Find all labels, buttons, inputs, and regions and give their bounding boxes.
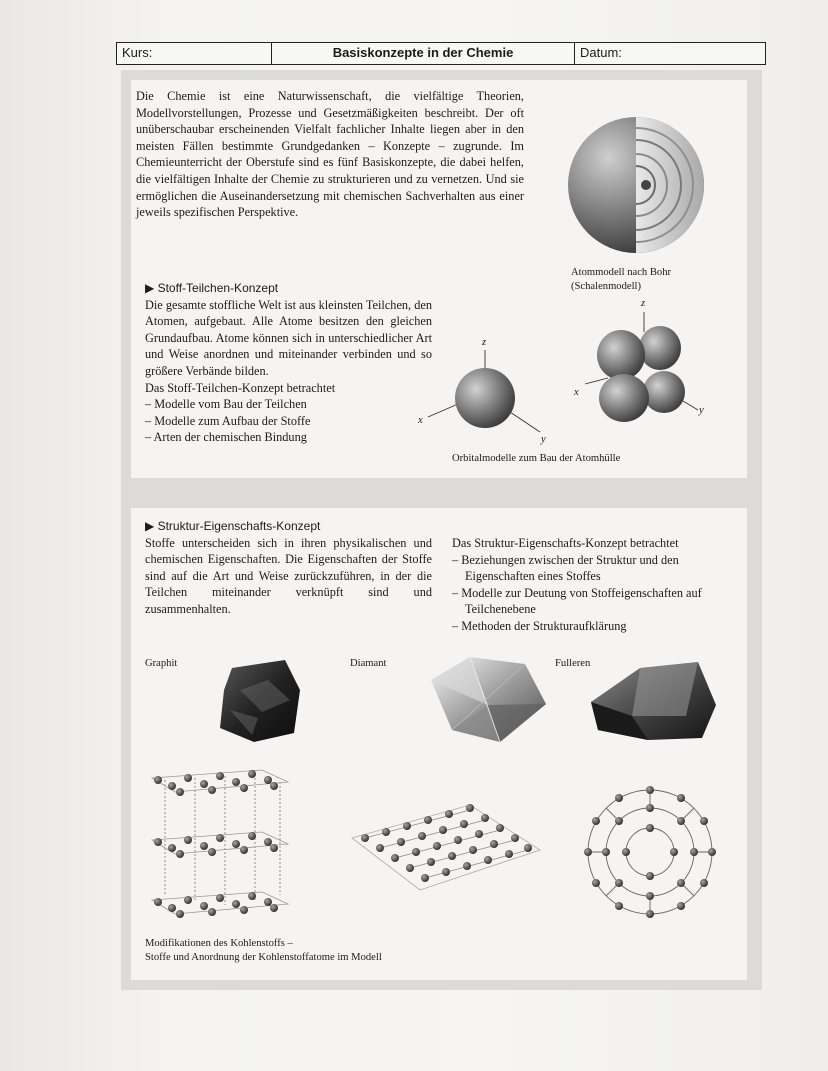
struktur-eigenschafts-section xyxy=(145,518,432,618)
struktur-eigenschafts-text: Stoffe unterscheiden sich in ihren physikalischen und chemischen Eigenschaften. Die Eigenschaften der Stoffe sind auf die Art und Weise zurückzuführen, in der die Teilchen miteinander verknüpft sind und zusammenhalten. xyxy=(145,535,432,616)
orbital-axis-z-p: z xyxy=(641,298,646,309)
struktur-eigenschafts-list-block xyxy=(452,535,737,635)
s-orbital-model xyxy=(428,350,540,432)
struktur-eigenschafts-list-intro: Das Struktur-Eigenschafts-Konzept betrachtet xyxy=(452,536,679,550)
list-item-label: Modelle zur Deutung von Stoffeigenschaften auf Teilchenebene xyxy=(461,585,702,617)
orbital-axis-y-s: y xyxy=(541,434,546,445)
p-orbital-model xyxy=(585,312,698,422)
list-item-label: Modelle vom Bau der Teilchen xyxy=(154,397,307,412)
intro-paragraph: Die Chemie ist eine Naturwissenschaft, die vielfältige Theorien, Modellvorstellungen, Prozesse und Gesetzmäßigkeiten beschreibt. Der oft unüberschaubar erscheinenden Vielfalt fachlicher Inhalte liegen aber in den meisten Fällen bestimmte Grundgedanken – Konzepte – zugrunde. Im Chemieunterricht der Oberstufe sind es fünf Basiskonzepte, die dabei helfen, die vielfältigen Inhalte der Chemie zu strukturieren und zu vernetzen. Und sie ermöglichen die Auseinandersetzung mit chemischen Sachverhalten aus einer jeweils spezifischen Perspektive. xyxy=(136,89,524,220)
list-item: – Methoden der Strukturaufklärung xyxy=(452,618,627,633)
orbital-axis-x-s: x xyxy=(418,415,423,426)
list-item: – Modelle zur Deutung von Stoffeigenschaften auf Teilchenebene xyxy=(452,585,702,617)
arrow-right-icon: ▶ xyxy=(145,519,155,533)
modifications-caption xyxy=(145,937,382,965)
diamant-structure-model xyxy=(352,804,540,890)
struktur-eigenschafts-list xyxy=(452,552,737,635)
bohr-caption xyxy=(571,266,671,294)
bohr-caption-line1: Atommodell nach Bohr xyxy=(571,267,672,278)
list-item-label: Modelle zum Aufbau der Stoffe xyxy=(154,413,311,428)
fulleren-label: Fulleren xyxy=(555,658,591,669)
stoff-teilchen-list xyxy=(145,396,432,446)
bohr-atom-model xyxy=(568,117,704,253)
stoff-teilchen-section xyxy=(145,280,432,446)
modifications-caption-line2: Stoffe und Anordnung der Kohlenstoffatome im Modell xyxy=(145,952,382,963)
graphit-structure-model xyxy=(152,770,288,918)
worksheet-title: Basiskonzepte in der Chemie xyxy=(272,43,575,64)
datum-label: Datum: xyxy=(580,45,622,60)
orbital-caption: Orbitalmodelle zum Bau der Atomhülle xyxy=(452,453,621,464)
list-item: – Modelle zum Aufbau der Stoffe xyxy=(145,413,311,428)
list-item-label: Beziehungen zwischen der Struktur und den Eigenschaften eines Stoffes xyxy=(461,552,679,584)
fulleren-structure-model xyxy=(584,786,716,918)
orbital-axis-y-p: y xyxy=(699,405,704,416)
bohr-caption-line2: (Schalenmodell) xyxy=(571,281,642,292)
stoff-teilchen-list-intro: Das Stoff-Teilchen-Konzept betrachtet xyxy=(145,380,336,395)
diamant-photo xyxy=(431,657,546,742)
list-item: – Arten der chemischen Bindung xyxy=(145,430,307,445)
arrow-right-icon: ▶ xyxy=(145,281,155,295)
diamant-label: Diamant xyxy=(350,658,387,669)
list-item-label: Methoden der Strukturaufklärung xyxy=(461,618,627,633)
orbital-axis-x-p: x xyxy=(574,387,579,398)
orbital-axis-z-s: z xyxy=(482,337,487,348)
graphit-label: Graphit xyxy=(145,658,178,669)
struktur-eigenschafts-heading xyxy=(145,518,432,535)
fulleren-photo xyxy=(591,662,716,740)
list-item: – Modelle vom Bau der Teilchen xyxy=(145,397,307,412)
modifications-caption-line1: Modifikationen des Kohlenstoffs – xyxy=(145,938,293,949)
stoff-teilchen-text: Die gesamte stoffliche Welt ist aus kleinsten Teilchen, den Atomen, aufgebaut. Alle Atome besitzen den gleichen Grundaufbau. Atome können sich in unterschiedlicher Art und Weise anordnen und miteinander verbinden und so größere Verbände bilden. xyxy=(145,297,432,378)
kurs-label: Kurs: xyxy=(122,45,153,60)
list-item: – Beziehungen zwischen der Struktur und den Eigenschaften eines Stoffes xyxy=(452,552,679,584)
graphit-photo xyxy=(220,660,300,742)
stoff-teilchen-heading xyxy=(145,280,432,297)
struktur-eigenschafts-heading-label: Struktur-Eigenschafts-Konzept xyxy=(157,519,321,533)
list-item-label: Arten der chemischen Bindung xyxy=(153,430,307,445)
stoff-teilchen-heading-label: Stoff-Teilchen-Konzept xyxy=(157,281,279,295)
